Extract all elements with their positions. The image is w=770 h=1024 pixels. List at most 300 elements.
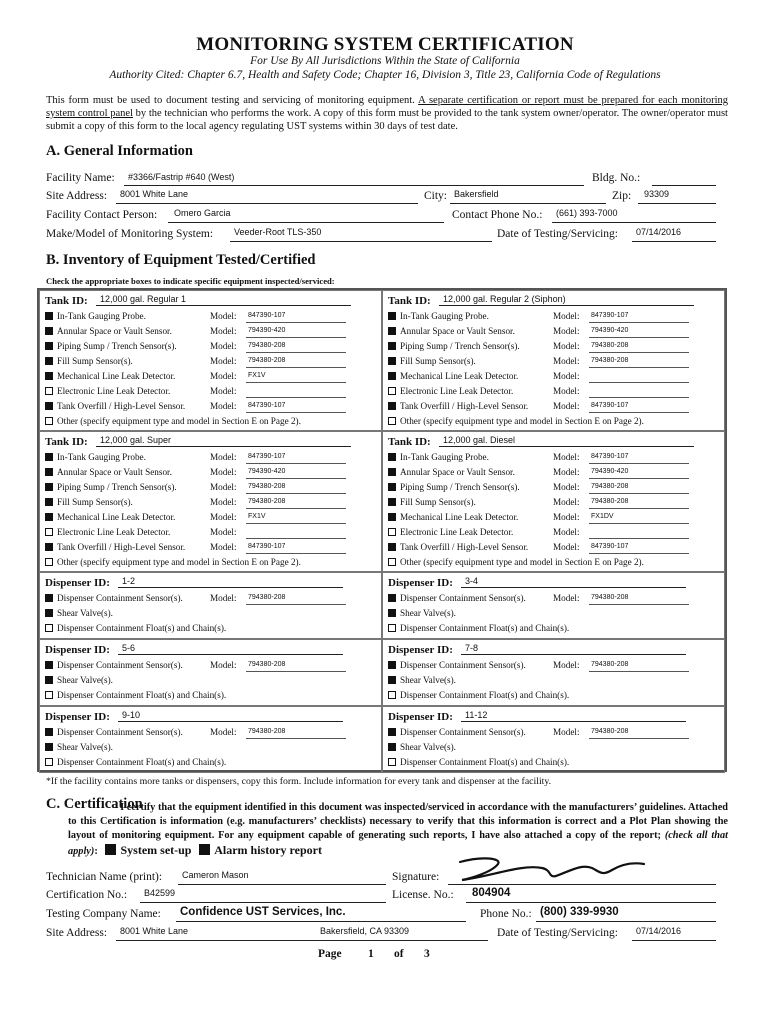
- equipment-checkbox[interactable]: [45, 417, 53, 425]
- model-value: 794380-208: [591, 728, 629, 735]
- alarm-history-option[interactable]: [199, 843, 322, 857]
- equipment-label: Fill Sump Sensor(s).: [400, 356, 476, 366]
- equipment-checkbox[interactable]: [388, 691, 396, 699]
- tech-name-label: Technician Name (print):: [46, 871, 163, 883]
- equipment-label: Tank Overfill / High-Level Sensor.: [57, 542, 186, 552]
- equipment-checkbox[interactable]: [388, 483, 396, 491]
- model-label: Model:: [553, 386, 580, 396]
- dispenser-item[interactable]: [45, 608, 113, 622]
- model-value: 847390-107: [248, 543, 286, 550]
- equipment-checkbox[interactable]: [45, 676, 53, 684]
- dispenser-item[interactable]: [388, 742, 456, 756]
- signature-image: [452, 850, 652, 886]
- model-label: Model:: [210, 356, 237, 366]
- model-value: 847390-107: [591, 543, 629, 550]
- model-value: 794380-208: [591, 357, 629, 364]
- contact-phone-value: (661) 393-7000: [556, 208, 618, 218]
- equipment-label: In-Tank Gauging Probe.: [57, 452, 146, 462]
- intro-underlined: A separate certification or report must be prepared for each monitoring system control panel: [46, 95, 728, 119]
- equipment-label: Dispenser Containment Sensor(s).: [400, 593, 526, 603]
- equipment-checkbox[interactable]: [388, 728, 396, 736]
- equipment-label: Piping Sump / Trench Sensor(s).: [57, 482, 177, 492]
- model-label: Model:: [210, 341, 237, 351]
- equipment-checkbox[interactable]: [45, 372, 53, 380]
- equipment-label: Annular Space or Vault Sensor.: [400, 467, 515, 477]
- equipment-label: Other (specify equipment type and model in Section E on Page 2).: [57, 416, 301, 426]
- tank-id-value: 12,000 gal. Diesel: [443, 435, 516, 445]
- equipment-label: Dispenser Containment Sensor(s).: [57, 660, 183, 670]
- model-value: 847390-107: [248, 402, 286, 409]
- page-number: 1: [368, 948, 374, 960]
- model-label: Model:: [210, 371, 237, 381]
- equipment-label: Dispenser Containment Float(s) and Chain(s).: [57, 623, 227, 633]
- model-value: 847390-107: [591, 312, 629, 319]
- date-testing-value: 07/14/2016: [636, 227, 682, 237]
- equipment-label: Other (specify equipment type and model in Section E on Page 2).: [57, 557, 301, 567]
- equipment-label: Annular Space or Vault Sensor.: [57, 467, 172, 477]
- model-field[interactable]: [589, 528, 689, 539]
- dispenser-id-value: 9-10: [122, 710, 141, 720]
- equipment-label: Dispenser Containment Float(s) and Chain(s).: [400, 623, 570, 633]
- section-b-instruction: Check the appropriate boxes to indicate specific equipment inspected/serviced:: [46, 276, 335, 286]
- equipment-label: Dispenser Containment Sensor(s).: [400, 660, 526, 670]
- tank-id-value: 12,000 gal. Regular 2 (Siphon): [443, 294, 566, 304]
- equipment-checkbox[interactable]: [45, 594, 53, 602]
- colon: :: [94, 846, 98, 857]
- equipment-label: Tank Overfill / High-Level Sensor.: [400, 542, 529, 552]
- equipment-label: Shear Valve(s).: [400, 742, 456, 752]
- equipment-item[interactable]: [45, 326, 172, 340]
- model-label: Model:: [553, 326, 580, 336]
- equipment-item[interactable]: [388, 341, 520, 355]
- dispenser-item[interactable]: [45, 623, 226, 637]
- dispenser-id-value: 3-4: [465, 576, 479, 586]
- dispenser-item[interactable]: [45, 727, 183, 741]
- dispenser-panel: [382, 706, 725, 773]
- model-label: Model:: [210, 593, 237, 603]
- equipment-label: Electronic Line Leak Detector.: [57, 386, 171, 396]
- equipment-label: Piping Sump / Trench Sensor(s).: [400, 341, 520, 351]
- tester-address-value: 8001 White Lane: [120, 926, 189, 936]
- tank-id-value: 12,000 gal. Super: [100, 435, 172, 445]
- tank-panel: [39, 290, 382, 431]
- equipment-label: Mechanical Line Leak Detector.: [400, 512, 519, 522]
- equipment-label: Tank Overfill / High-Level Sensor.: [400, 401, 529, 411]
- model-label: Model:: [553, 497, 580, 507]
- equipment-checkbox[interactable]: [45, 609, 53, 617]
- dispenser-item[interactable]: [388, 727, 526, 741]
- equipment-checkbox[interactable]: [388, 609, 396, 617]
- tank-id-value: 12,000 gal. Regular 1: [100, 294, 187, 304]
- tank-panel: [382, 431, 725, 572]
- equipment-label: Mechanical Line Leak Detector.: [400, 371, 519, 381]
- equipment-checkbox[interactable]: [45, 342, 53, 350]
- dispenser-id-value: 5-6: [122, 643, 136, 653]
- equipment-label: Fill Sump Sensor(s).: [400, 497, 476, 507]
- model-value: 794380-208: [248, 728, 286, 735]
- equipment-checkbox[interactable]: [45, 387, 53, 395]
- equipment-label: Electronic Line Leak Detector.: [57, 527, 171, 537]
- equipment-checkbox[interactable]: [388, 357, 396, 365]
- dispenser-item[interactable]: [388, 608, 456, 622]
- model-value: 794380-208: [248, 342, 286, 349]
- dispenser-id-field[interactable]: [461, 576, 686, 588]
- tester-date-label: Date of Testing/Servicing:: [497, 927, 618, 939]
- model-label: Model:: [553, 727, 580, 737]
- dispenser-item[interactable]: [388, 593, 526, 607]
- dispenser-id-field[interactable]: [118, 710, 343, 722]
- dispenser-id-field[interactable]: [461, 643, 686, 655]
- signature-label: Signature:: [392, 871, 440, 883]
- model-value: FX1V: [248, 513, 266, 520]
- cert-no-label: Certification No.:: [46, 889, 128, 901]
- intro-text-2: by the technician who performs the work. A copy of this form must be provided to the tank system owner/operator. The owner/operator must submit a copy of this form to the local agency regulating UST systems within 30 days of test date.: [46, 108, 728, 132]
- equipment-label: Mechanical Line Leak Detector.: [57, 512, 176, 522]
- dispenser-panel: [382, 572, 725, 639]
- license-no-label: License. No.:: [392, 889, 454, 901]
- alarm-history-checkbox[interactable]: [199, 844, 210, 855]
- intro-text-1: This form must be used to document testing and servicing of monitoring equipment.: [46, 95, 419, 106]
- equipment-label: Tank Overfill / High-Level Sensor.: [57, 401, 186, 411]
- contact-phone-label: Contact Phone No.:: [452, 209, 543, 221]
- dispenser-item[interactable]: [45, 593, 183, 607]
- model-value: 794390-420: [248, 468, 286, 475]
- equipment-checkbox[interactable]: [388, 513, 396, 521]
- contact-person-label: Facility Contact Person:: [46, 209, 158, 221]
- equipment-label: Dispenser Containment Sensor(s).: [57, 593, 183, 603]
- model-label: Model:: [210, 401, 237, 411]
- model-value: 794390-420: [591, 468, 629, 475]
- equipment-item[interactable]: [45, 482, 177, 496]
- equipment-item[interactable]: [388, 311, 489, 325]
- dispenser-id-label: Dispenser ID:: [45, 711, 110, 723]
- model-field[interactable]: [589, 372, 689, 383]
- model-field[interactable]: [246, 387, 346, 398]
- footnote: *If the facility contains more tanks or dispensers, copy this form. Include information for every tank and dispenser at the facility.: [46, 776, 552, 787]
- equipment-checkbox[interactable]: [45, 728, 53, 736]
- date-testing-label: Date of Testing/Servicing:: [497, 228, 618, 240]
- model-label: Model:: [210, 542, 237, 552]
- equipment-item[interactable]: [388, 512, 518, 526]
- page-of-label: of: [394, 948, 404, 960]
- model-value: 794380-208: [248, 357, 286, 364]
- company-label: Testing Company Name:: [46, 908, 161, 920]
- equipment-label: Shear Valve(s).: [400, 675, 456, 685]
- equipment-checkbox[interactable]: [45, 402, 53, 410]
- model-value: 794380-208: [248, 483, 286, 490]
- model-label: Model:: [553, 542, 580, 552]
- model-value: 847390-107: [248, 453, 286, 460]
- model-value: 847390-107: [591, 453, 629, 460]
- equipment-item[interactable]: [45, 311, 146, 325]
- equipment-checkbox[interactable]: [388, 758, 396, 766]
- equipment-checkbox[interactable]: [45, 558, 53, 566]
- equipment-item[interactable]: [388, 542, 528, 556]
- equipment-checkbox[interactable]: [45, 528, 53, 536]
- city-value: Bakersfield: [454, 189, 499, 199]
- equipment-item[interactable]: [45, 371, 175, 385]
- model-label: Model:: [210, 512, 237, 522]
- equipment-label: Dispenser Containment Float(s) and Chain(s).: [400, 757, 570, 767]
- tester-address-label: Site Address:: [46, 927, 108, 939]
- dispenser-panel: [382, 639, 725, 706]
- equipment-item[interactable]: [388, 497, 476, 511]
- model-value: FX1DV: [591, 513, 614, 520]
- equipment-label: Electronic Line Leak Detector.: [400, 386, 514, 396]
- certification-text: - I certify that the equipment identified in this document was inspected/serviced in accordance with the manufacturers’ guidelines. Attached to this Certification is information (e.g. manufacturers’ checklists) necessary to verify that this information is correct and a Plot Plan showing the layout of monitoring equipment. For any equipment capable of generating such reports, I have also attached a copy of the report;: [68, 802, 728, 841]
- model-value: 794380-208: [591, 661, 629, 668]
- check-all-note: (check all that apply): [68, 830, 728, 857]
- equipment-checkbox[interactable]: [45, 312, 53, 320]
- equipment-label: Dispenser Containment Float(s) and Chain(s).: [400, 690, 570, 700]
- dispenser-id-field[interactable]: [118, 643, 343, 655]
- equipment-item[interactable]: [45, 356, 133, 370]
- equipment-checkbox[interactable]: [388, 327, 396, 335]
- section-b-heading: B. Inventory of Equipment Tested/Certified: [46, 252, 316, 268]
- tech-name-value: Cameron Mason: [182, 870, 249, 880]
- equipment-checkbox[interactable]: [45, 691, 53, 699]
- dispenser-id-field[interactable]: [461, 710, 686, 722]
- equipment-checkbox[interactable]: [45, 743, 53, 751]
- section-c-heading: C. Certification: [46, 796, 143, 812]
- model-label: Model:: [553, 593, 580, 603]
- bldg-no-field[interactable]: [652, 172, 716, 186]
- dispenser-item[interactable]: [388, 623, 569, 637]
- tank-id-label: Tank ID:: [45, 295, 88, 307]
- model-value: 794390-420: [248, 327, 286, 334]
- dispenser-id-label: Dispenser ID:: [388, 644, 453, 656]
- equipment-item[interactable]: [45, 386, 170, 400]
- company-phone-label: Phone No.:: [480, 908, 532, 920]
- dispenser-item[interactable]: [45, 675, 113, 689]
- alarm-history-label: Alarm history report: [214, 843, 322, 857]
- authority-cited: Authority Cited: Chapter 6.7, Health and Safety Code; Chapter 16, Division 3, Title 23, California Code of Regulations: [109, 69, 661, 81]
- city-label: City:: [424, 190, 448, 202]
- equipment-item[interactable]: [388, 452, 489, 466]
- contact-person-value: Omero Garcia: [174, 208, 231, 218]
- model-value: 794390-420: [591, 327, 629, 334]
- equipment-item[interactable]: [388, 482, 520, 496]
- model-label: Model:: [210, 326, 237, 336]
- equipment-label: Fill Sump Sensor(s).: [57, 356, 133, 366]
- equipment-item[interactable]: [45, 401, 185, 415]
- equipment-checkbox[interactable]: [388, 402, 396, 410]
- dispenser-item[interactable]: [388, 757, 569, 771]
- equipment-checkbox[interactable]: [45, 513, 53, 521]
- model-value: FX1V: [248, 372, 266, 379]
- equipment-label: Annular Space or Vault Sensor.: [400, 326, 515, 336]
- equipment-label: In-Tank Gauging Probe.: [57, 311, 146, 321]
- dispenser-id-label: Dispenser ID:: [45, 644, 110, 656]
- equipment-item[interactable]: [388, 386, 513, 400]
- equipment-checkbox[interactable]: [388, 453, 396, 461]
- facility-name-label: Facility Name:: [46, 172, 115, 184]
- model-value: 847390-107: [248, 312, 286, 319]
- equipment-label: Shear Valve(s).: [400, 608, 456, 618]
- equipment-checkbox[interactable]: [388, 387, 396, 395]
- model-value: 794380-208: [248, 498, 286, 505]
- tank-id-label: Tank ID:: [45, 436, 88, 448]
- tank-id-label: Tank ID:: [388, 436, 431, 448]
- form-subtitle: For Use By All Jurisdictions Within the State of California: [250, 55, 520, 67]
- monitoring-system-value: Veeder-Root TLS-350: [234, 227, 322, 237]
- equipment-label: Dispenser Containment Sensor(s).: [400, 727, 526, 737]
- equipment-item[interactable]: [388, 527, 513, 541]
- cert-no-field[interactable]: [140, 889, 386, 903]
- equipment-label: Piping Sump / Trench Sensor(s).: [57, 341, 177, 351]
- equipment-grid: [37, 288, 727, 772]
- dispenser-item[interactable]: [388, 675, 456, 689]
- equipment-checkbox[interactable]: [388, 498, 396, 506]
- equipment-label: Shear Valve(s).: [57, 742, 113, 752]
- equipment-checkbox[interactable]: [388, 743, 396, 751]
- equipment-checkbox[interactable]: [388, 528, 396, 536]
- equipment-label: Other (specify equipment type and model in Section E on Page 2).: [400, 557, 644, 567]
- dispenser-item[interactable]: [45, 742, 113, 756]
- dispenser-id-value: 1-2: [122, 576, 136, 586]
- tank-id-label: Tank ID:: [388, 295, 431, 307]
- equipment-checkbox[interactable]: [388, 372, 396, 380]
- equipment-checkbox[interactable]: [388, 468, 396, 476]
- license-no-value: 804904: [472, 887, 511, 899]
- equipment-item[interactable]: [388, 326, 515, 340]
- equipment-checkbox[interactable]: [388, 543, 396, 551]
- model-value: 794380-208: [591, 483, 629, 490]
- equipment-item[interactable]: [45, 452, 146, 466]
- model-label: Model:: [210, 311, 237, 321]
- model-label: Model:: [210, 497, 237, 507]
- equipment-checkbox[interactable]: [388, 594, 396, 602]
- model-label: Model:: [553, 512, 580, 522]
- equipment-checkbox[interactable]: [45, 758, 53, 766]
- equipment-label: Electronic Line Leak Detector.: [400, 527, 514, 537]
- equipment-checkbox[interactable]: [45, 624, 53, 632]
- intro-paragraph: [46, 94, 728, 133]
- cert-no-value: B42599: [144, 888, 176, 898]
- site-address-value: 8001 White Lane: [120, 189, 189, 199]
- dispenser-item[interactable]: [45, 690, 226, 704]
- model-label: Model:: [210, 452, 237, 462]
- company-phone-value: (800) 339-9930: [540, 906, 619, 918]
- equipment-checkbox[interactable]: [388, 342, 396, 350]
- dispenser-id-label: Dispenser ID:: [388, 577, 453, 589]
- equipment-checkbox[interactable]: [45, 453, 53, 461]
- model-label: Model:: [553, 401, 580, 411]
- company-value: Confidence UST Services, Inc.: [180, 906, 346, 918]
- dispenser-panel: [39, 706, 382, 773]
- equipment-checkbox[interactable]: [45, 498, 53, 506]
- tank-panel: [39, 431, 382, 572]
- dispenser-item[interactable]: [388, 660, 526, 674]
- bldg-no-label: Bldg. No.:: [592, 172, 641, 184]
- equipment-checkbox[interactable]: [388, 558, 396, 566]
- model-value: 794380-208: [248, 661, 286, 668]
- equipment-item[interactable]: [388, 416, 644, 430]
- equipment-item[interactable]: [388, 467, 515, 481]
- dispenser-id-value: 11-12: [465, 710, 488, 720]
- equipment-item[interactable]: [388, 401, 528, 415]
- dispenser-id-label: Dispenser ID:: [45, 577, 110, 589]
- model-value: 847390-107: [591, 402, 629, 409]
- equipment-item[interactable]: [45, 512, 175, 526]
- dispenser-id-field[interactable]: [118, 576, 343, 588]
- system-setup-checkbox[interactable]: [105, 844, 116, 855]
- equipment-checkbox[interactable]: [45, 483, 53, 491]
- model-value: 794380-208: [591, 594, 629, 601]
- dispenser-panel: [39, 572, 382, 639]
- equipment-item[interactable]: [388, 557, 644, 571]
- page-total: 3: [424, 948, 430, 960]
- tester-city-value: Bakersfield, CA 93309: [320, 926, 410, 936]
- equipment-checkbox[interactable]: [388, 624, 396, 632]
- model-label: Model:: [553, 527, 580, 537]
- system-setup-label: System set-up: [120, 843, 192, 857]
- dispenser-item[interactable]: [388, 690, 569, 704]
- model-field[interactable]: [246, 528, 346, 539]
- system-setup-option[interactable]: [105, 843, 191, 857]
- equipment-checkbox[interactable]: [45, 357, 53, 365]
- model-label: Model:: [553, 371, 580, 381]
- dispenser-item[interactable]: [45, 660, 183, 674]
- equipment-label: Other (specify equipment type and model in Section E on Page 2).: [400, 416, 644, 426]
- equipment-checkbox[interactable]: [388, 417, 396, 425]
- dispenser-panel: [39, 639, 382, 706]
- model-label: Model:: [210, 660, 237, 670]
- equipment-label: In-Tank Gauging Probe.: [400, 311, 489, 321]
- equipment-checkbox[interactable]: [388, 676, 396, 684]
- model-label: Model:: [553, 341, 580, 351]
- section-a-heading: A. General Information: [46, 143, 193, 159]
- form-title: MONITORING SYSTEM CERTIFICATION: [196, 34, 574, 55]
- tank-panel: [382, 290, 725, 431]
- equipment-label: In-Tank Gauging Probe.: [400, 452, 489, 462]
- equipment-label: Shear Valve(s).: [57, 608, 113, 618]
- model-label: Model:: [553, 356, 580, 366]
- equipment-label: Dispenser Containment Float(s) and Chain(s).: [57, 690, 227, 700]
- equipment-item[interactable]: [45, 416, 301, 430]
- dispenser-item[interactable]: [45, 757, 226, 771]
- model-field[interactable]: [589, 387, 689, 398]
- model-label: Model:: [210, 482, 237, 492]
- facility-name-value: #3366/Fastrip #640 (West): [128, 172, 235, 182]
- monitoring-system-label: Make/Model of Monitoring System:: [46, 228, 214, 240]
- equipment-item[interactable]: [45, 467, 172, 481]
- equipment-item[interactable]: [45, 527, 170, 541]
- equipment-item[interactable]: [45, 497, 133, 511]
- equipment-item[interactable]: [388, 356, 476, 370]
- equipment-item[interactable]: [45, 557, 301, 571]
- model-label: Model:: [553, 311, 580, 321]
- equipment-item[interactable]: [45, 542, 185, 556]
- model-value: 794380-208: [248, 594, 286, 601]
- equipment-item[interactable]: [388, 371, 518, 385]
- equipment-checkbox[interactable]: [388, 661, 396, 669]
- equipment-item[interactable]: [45, 341, 177, 355]
- equipment-checkbox[interactable]: [388, 312, 396, 320]
- model-label: Model:: [210, 527, 237, 537]
- equipment-label: Piping Sump / Trench Sensor(s).: [400, 482, 520, 492]
- equipment-checkbox[interactable]: [45, 661, 53, 669]
- equipment-checkbox[interactable]: [45, 468, 53, 476]
- model-value: 794380-208: [591, 498, 629, 505]
- model-label: Model:: [553, 452, 580, 462]
- equipment-label: Mechanical Line Leak Detector.: [57, 371, 176, 381]
- equipment-label: Shear Valve(s).: [57, 675, 113, 685]
- equipment-checkbox[interactable]: [45, 543, 53, 551]
- equipment-label: Fill Sump Sensor(s).: [57, 497, 133, 507]
- zip-label: Zip:: [612, 190, 632, 202]
- equipment-checkbox[interactable]: [45, 327, 53, 335]
